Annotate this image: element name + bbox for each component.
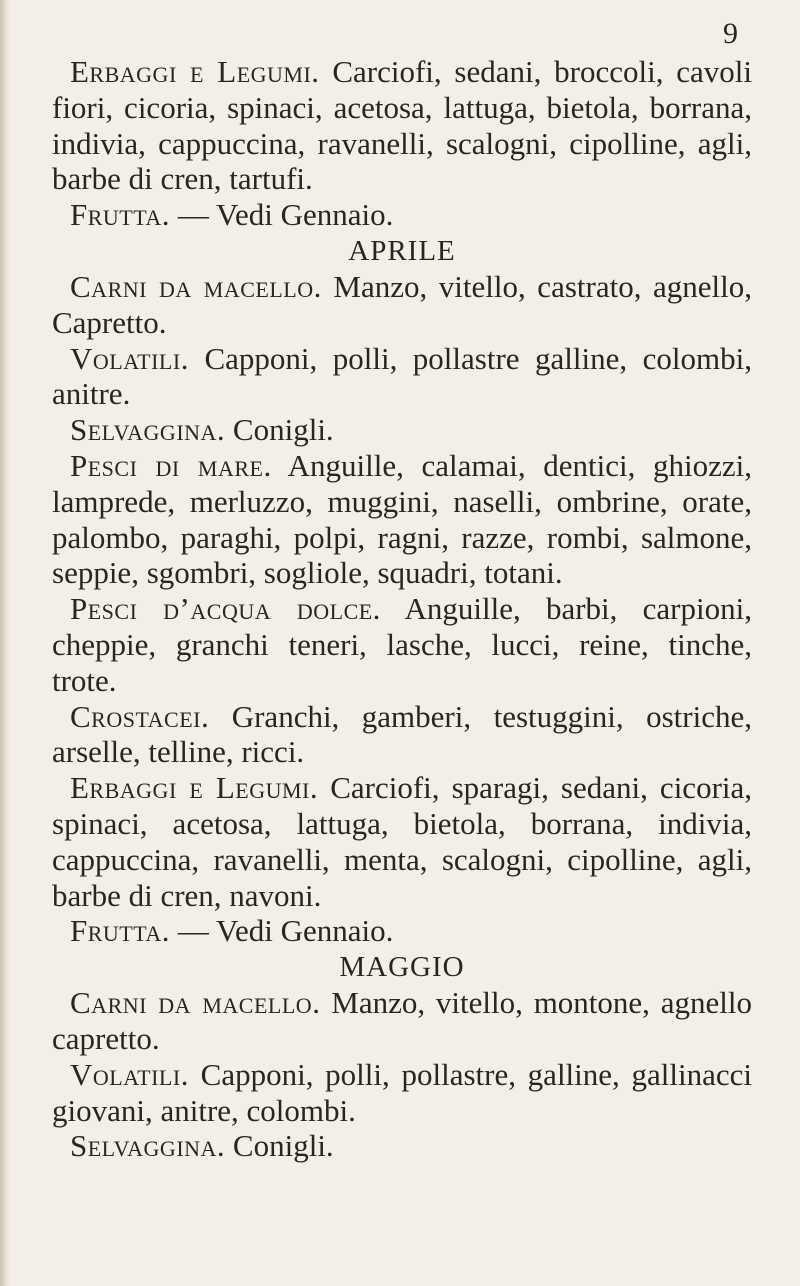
month-heading-aprile: APRILE [348,234,456,267]
section-aprile [52,233,752,949]
entry-heading: Selvaggina. [70,412,226,448]
entry-pesci-di-mare [52,448,752,591]
entry-crostacei [52,699,752,771]
entry-text: Carciofi, sparagi, sedani, cicoria, spinaci, acetosa, lattuga, bietola, borrana, indivia, cappuccina, ravanelli, menta, scalogni, cipolline, agli, barbe di cren, navoni. [52,770,753,913]
section-maggio [52,949,752,1164]
entry-text: — Vedi Gennaio. [170,197,394,233]
section-continuation [52,54,752,233]
entry-heading: Pesci d’acqua dolce. [70,591,381,627]
entry-heading: Pesci di mare. [70,447,272,483]
entry-text: Anguille, barbi, carpioni, cheppie, granchi teneri, lasche, lucci, reine, tinche, trote. [52,591,752,698]
page-binding-edge [0,0,10,1286]
entry-heading: Carni da macello. [70,985,321,1021]
entry-text: Capponi, polli, pollastre galline, colombi, anitre. [52,340,752,412]
entry-text: Conigli. [225,1128,334,1164]
entry-heading: Selvaggina. [70,1128,226,1164]
entry-text: Conigli. [225,412,334,448]
entry-selvaggina [52,1128,752,1164]
page-number: 9 [723,17,738,50]
entry-carni-da-macello [52,269,752,341]
entry-text: Capponi, polli, pollastre, galline, gallinacci giovani, anitre, colombi. [52,1056,752,1128]
entry-heading: Erbaggi e Legumi. [70,770,319,806]
entry-heading: Frutta. [70,197,171,233]
entry-erbaggi-e-legumi [52,54,752,197]
entry-volatili [52,341,752,413]
entry-volatili [52,1057,752,1129]
entry-selvaggina [52,412,752,448]
entry-heading: Carni da macello. [70,268,322,304]
entry-erbaggi-e-legumi [52,770,752,913]
book-page [52,14,752,1164]
entry-carni-da-macello [52,985,752,1057]
entry-heading: Erbaggi e Legumi. [70,54,320,89]
entry-text: — Vedi Gennaio. [170,913,394,949]
entry-text: Granchi, gamberi, testuggini, ostriche, arselle, telline, ricci. [52,698,752,770]
entry-heading: Volatili. [70,1056,189,1092]
entry-text: Anguille, calamai, dentici, ghiozzi, lamprede, merluzzo, muggini, naselli, ombrine, orate, palombo, paraghi, polpi, ragni, razze, rombi, salmone, seppie, sgombri, sogliole, squadri, totani. [52,447,752,591]
entry-frutta [52,197,752,233]
entry-text: Manzo, vitello, montone, agnello capretto. [52,985,752,1056]
entry-frutta [52,913,752,949]
entry-pesci-d-acqua-dolce [52,591,752,698]
entry-text: Manzo, vitello, castrato, agnello, Capretto. [52,268,752,340]
entry-heading: Frutta. [70,913,171,949]
entry-heading: Volatili. [70,340,189,376]
entry-heading: Crostacei. [70,698,210,734]
month-heading-maggio: MAGGIO [339,951,465,984]
entry-text: Carciofi, sedani, broccoli, cavoli fiori, cicoria, spinaci, acetosa, lattuga, bietola, borrana, indivia, cappuccina, ravanelli, scalogni, cipolline, agli, barbe di cren, tartufi. [52,54,753,197]
